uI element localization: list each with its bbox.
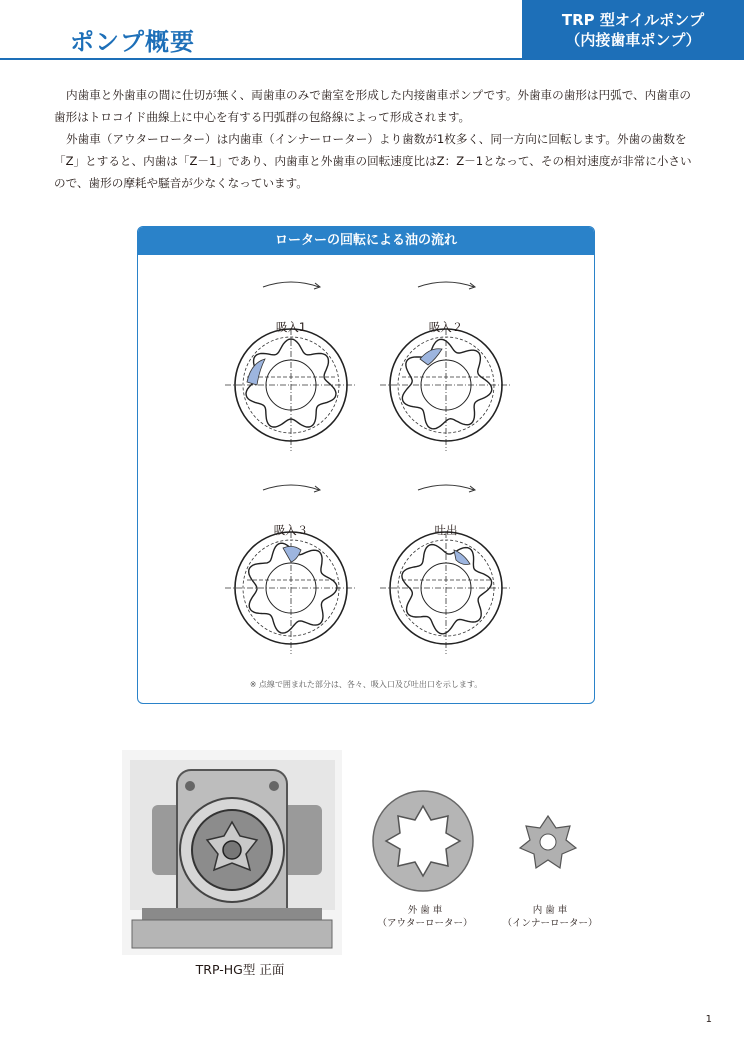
inner-rotor-caption-line-1: 内 歯 車 <box>532 905 568 916</box>
rotor-diagram-1-label: 吸入1 <box>275 320 307 334</box>
page-number: 1 <box>705 1014 712 1025</box>
pump-photo-caption: TRP-HG型 正面 <box>195 962 285 977</box>
outer-rotor-caption-line-1: 外 歯 車 <box>407 905 443 916</box>
page-header <box>0 0 744 62</box>
rotor-flow-panel <box>137 226 595 704</box>
rotor-diagram-1 <box>221 267 361 457</box>
intro-text <box>54 84 694 194</box>
rotor-diagram-2 <box>376 267 516 457</box>
pump-photo <box>122 750 342 955</box>
outer-rotor-caption-line-2: （アウターローター） <box>377 918 473 929</box>
badge-line-2: （内接歯車ポンプ） <box>565 31 701 49</box>
page-title: ポンプ概要 <box>70 28 195 56</box>
outer-rotor-caption <box>360 904 490 930</box>
rotor-diagram-2-label: 吸入２ <box>428 320 464 334</box>
outer-rotor-photo <box>368 786 478 896</box>
intro-paragraph-2: 外歯車（アウターローター）は内歯車（インナーローター）より歯数が1枚多く、同一方向に回転します。外歯の歯数を「Z」とすると、内歯は「Z－1」であり、内歯車と外歯車の回転速度比はZ：Z－1となって、その相対速度が非常に小さいので、歯形の摩耗や騒音が少なくなっています。 <box>54 132 692 190</box>
inner-rotor-photo <box>518 812 578 872</box>
rotor-diagram-3-figure <box>221 470 361 660</box>
badge-line-1: TRP 型オイルポンプ <box>561 11 705 29</box>
rotor-diagram-4-label: 吐出 <box>434 523 458 537</box>
intro-paragraph-1: 内歯車と外歯車の間に仕切が無く、両歯車のみで歯室を形成した内接歯車ポンプです。外歯車の歯形は円弧で、内歯車の歯形はトロコイド曲線上に中心を有する円弧群の包絡線によって形成されます。 <box>54 88 692 124</box>
rotor-diagram-3-label: 吸入３ <box>273 523 309 537</box>
rotor-diagram-1-figure <box>221 267 361 457</box>
product-badge <box>522 0 744 60</box>
rotor-diagram-4-figure <box>376 470 516 660</box>
inner-rotor-caption-line-2: （インナーローター） <box>502 918 598 929</box>
rotor-diagram-2-figure <box>376 267 516 457</box>
rotor-diagram-4 <box>376 470 516 660</box>
panel-note: ※ 点線で囲まれた部分は、各々、吸入口及び吐出口を示します。 <box>249 680 483 689</box>
rotor-diagram-3 <box>221 470 361 660</box>
panel-heading: ローターの回転による油の流れ <box>138 227 594 255</box>
inner-rotor-caption <box>485 904 615 930</box>
